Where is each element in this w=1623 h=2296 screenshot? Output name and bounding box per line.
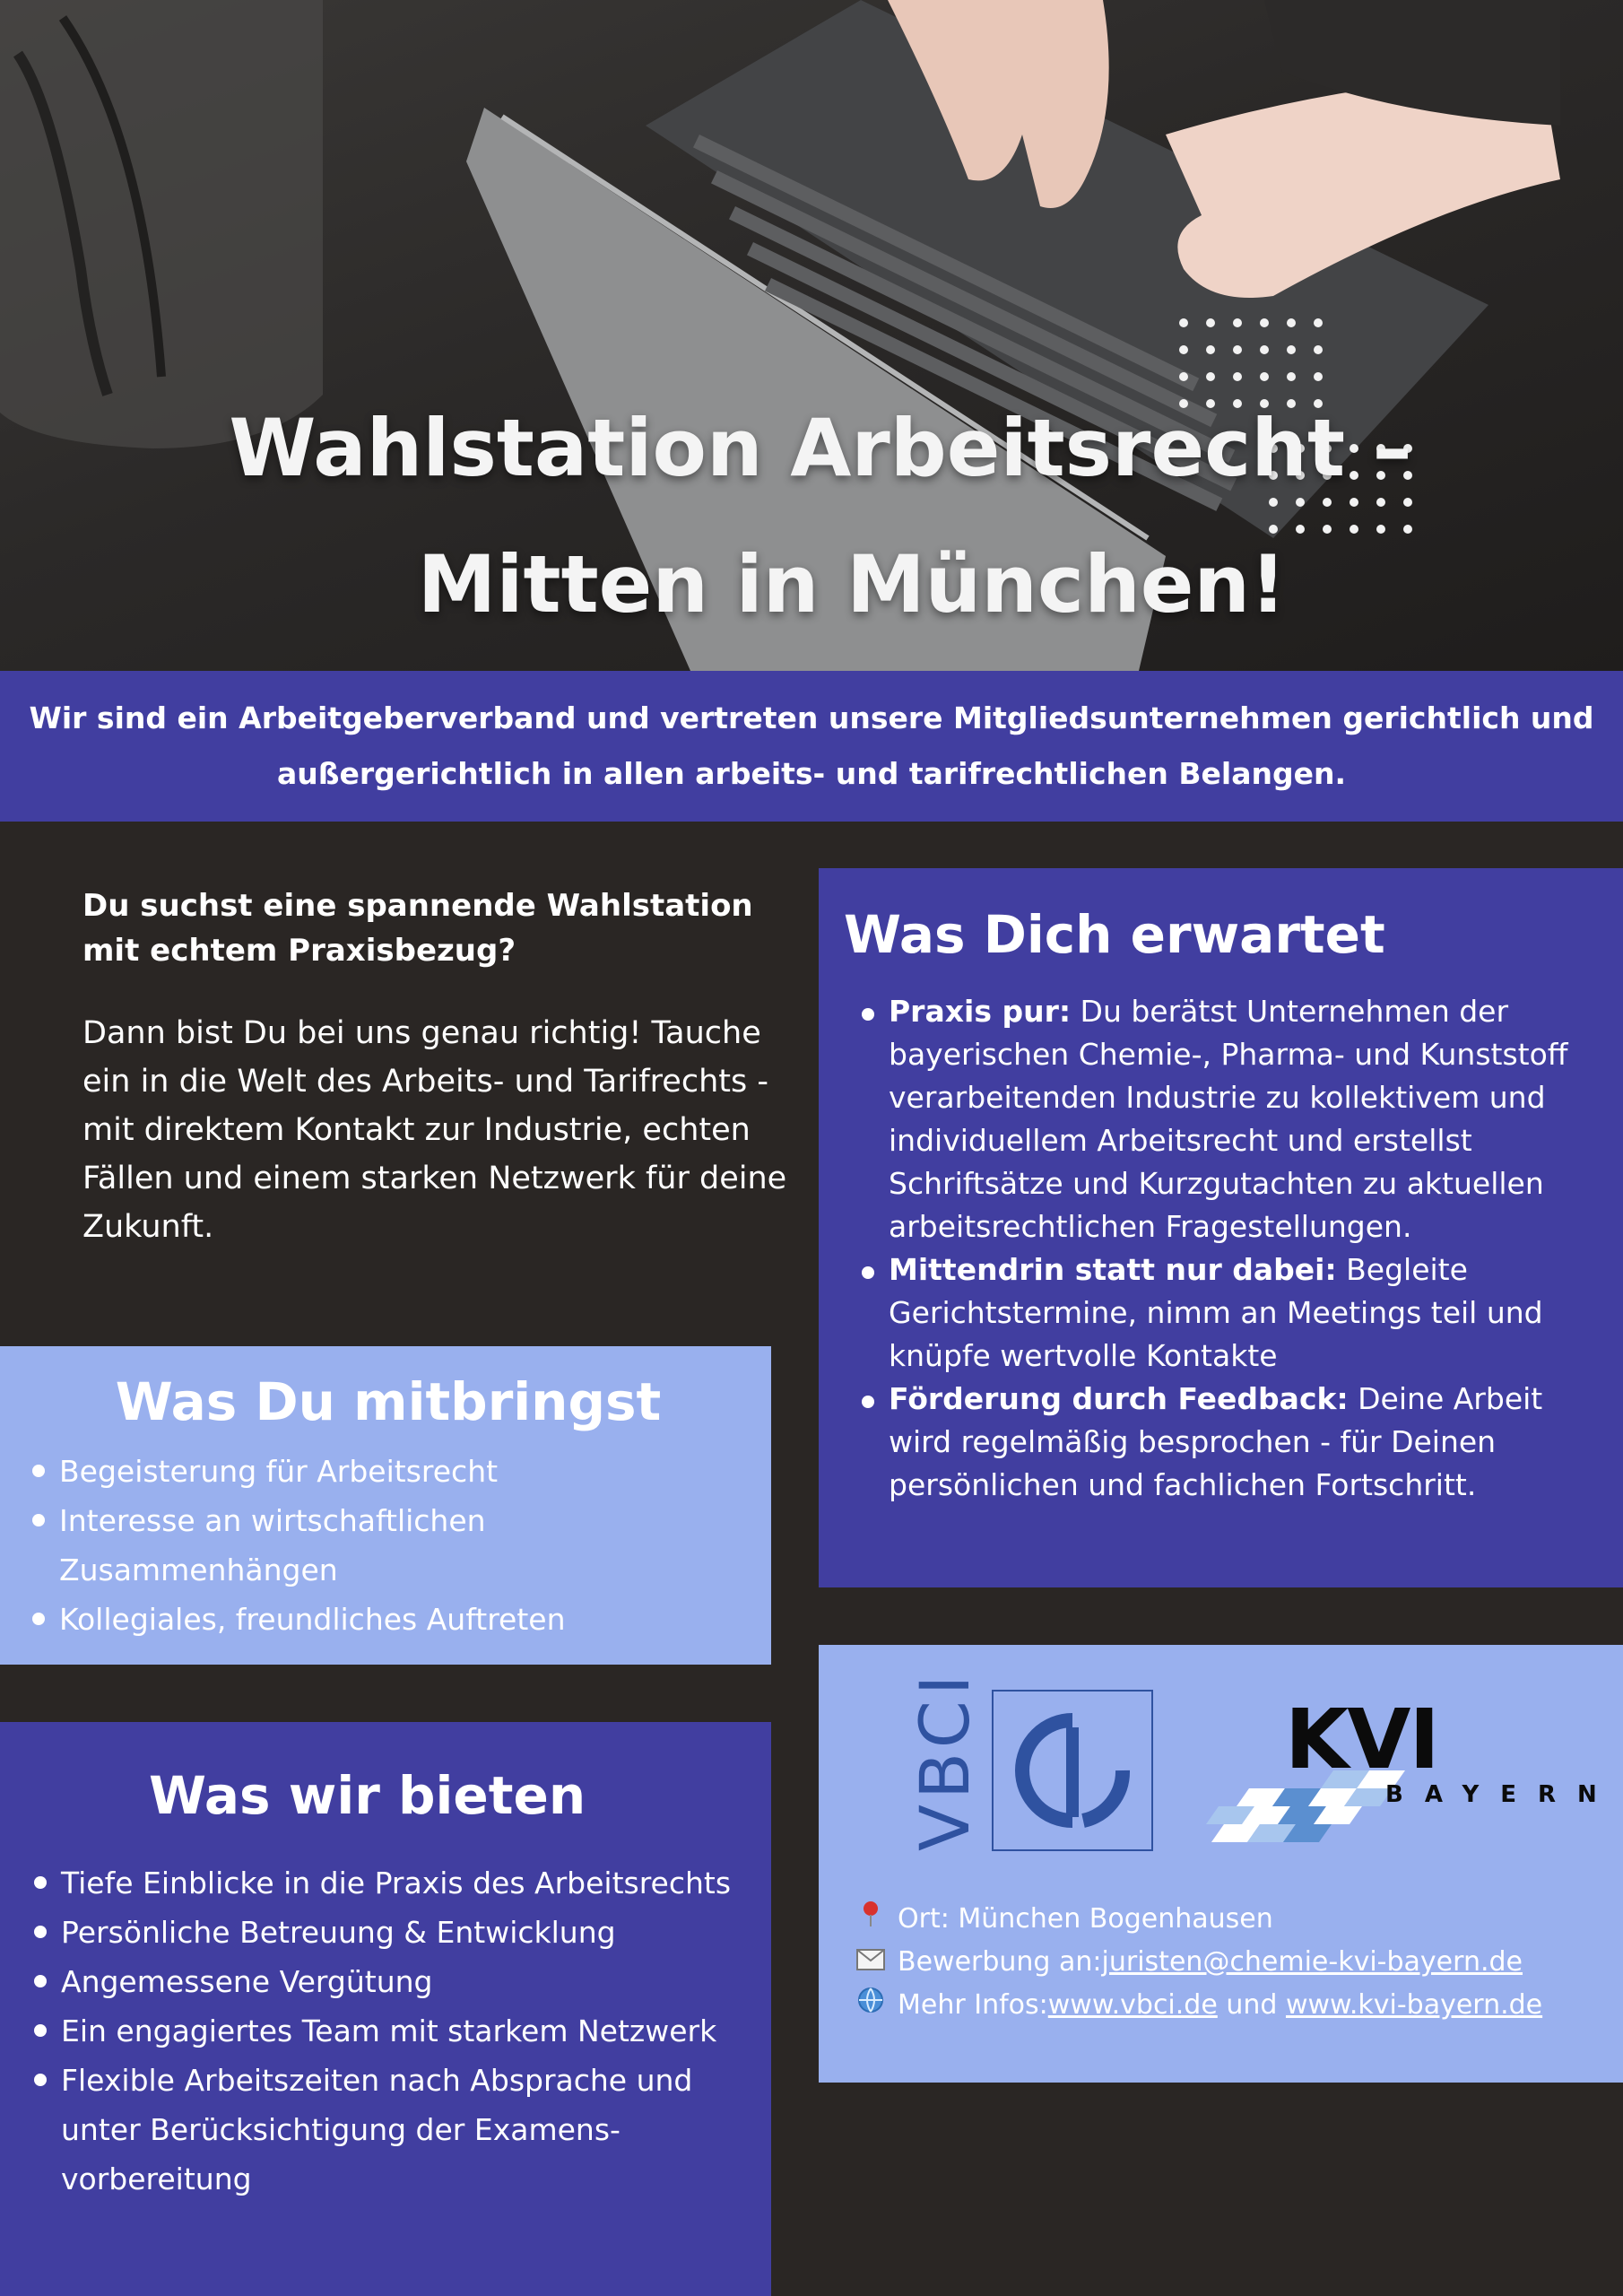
list-item: Tiefe Einblicke in die Praxis des Arbeitsrechts [61, 1858, 753, 1908]
bewerbung-email-link[interactable]: juristen@chemie-kvi-bayern.de [1101, 1946, 1523, 1978]
kvi-logo-text: KVI [1285, 1692, 1438, 1787]
vbci-logo-mark [992, 1690, 1153, 1851]
section-was-wir-bieten [0, 1722, 771, 2296]
intro-band [0, 671, 1623, 822]
contact-box [819, 1645, 1623, 2083]
hero-title-line1: Wahlstation Arbeitsrecht – [229, 402, 1412, 494]
section-was-du-mitbringst [0, 1346, 771, 1665]
vbci-emblem-icon [994, 1692, 1151, 1849]
list-item-bold: Förderung durch Feedback: [889, 1381, 1349, 1416]
list-item-text: Du berätst Unternehmen der bayerischen Chemie-, Pharma- und Kunststoff verarbeitenden Industrie zu kollektivem und individuellem Arbeitsrecht und erstellst Schriftsätze und Kurzgutachten zu aktuellen arbeitsrechtlichen Fragestellungen. [889, 994, 1568, 1244]
intro-paragraph: Dann bist Du bei uns genau richtig! Tauche ein in die Welt des Arbeits- und Tarifrechts - mit direktem Kontakt zur Industrie, echten Fällen und einem starken Netzwerk für deine Zukunft. [82, 1015, 787, 1245]
vbci-logo-text: VBCI [905, 1669, 985, 1851]
list-item [889, 1248, 1587, 1378]
infos-and: und [1217, 1989, 1286, 2021]
list-item: Begeisterung für Arbeitsrecht [59, 1447, 735, 1496]
section-was-dich-erwartet [819, 868, 1623, 1587]
hero-title-line2: Mitten in München! [417, 538, 1287, 631]
intro-section [82, 883, 800, 1251]
list-item: Persönliche Betreuung & Entwicklung [61, 1908, 753, 1957]
erwartet-list [889, 990, 1587, 1507]
bieten-list [61, 1858, 753, 2204]
list-item: Interesse an wirtschaftlichen Zusammenhängen [59, 1496, 735, 1595]
envelope-icon [853, 1941, 889, 1984]
list-item-text: Begleite Gerichtstermine, nimm an Meetings teil und knüpfe wertvolle Kontakte [889, 1252, 1543, 1373]
vbci-website-link[interactable]: www.vbci.de [1047, 1989, 1218, 2021]
globe-icon [853, 1984, 889, 2027]
intro-band-text: Wir sind ein Arbeitgeberverband und vertreten unsere Mitgliedsunternehmen gerichtlich und außergerichtlich in allen arbeits- und tarifrechtlichen Belangen. [29, 700, 1594, 791]
infos-label: Mehr Infos: [898, 1989, 1048, 2021]
list-item: Angemessene Vergütung [61, 1957, 753, 2006]
contact-row-bewerbung [853, 1941, 1542, 1984]
intro-question: Du suchst eine spannende Wahlstation mit echtem Praxisbezug? [82, 888, 753, 969]
bewerbung-label: Bewerbung an: [898, 1946, 1102, 1978]
section-heading: Was wir bieten [149, 1765, 586, 1826]
kvi-logo-subtext: BAYERN [1385, 1781, 1619, 1808]
list-item-bold: Praxis pur: [889, 994, 1072, 1029]
contact-row-ort [853, 1898, 1542, 1941]
list-item: Kollegiales, freundliches Auftreten [59, 1595, 735, 1644]
hero-banner [0, 0, 1623, 671]
list-item: Ein engagiertes Team mit starkem Netzwerk [61, 2006, 753, 2056]
list-item: Flexible Arbeitszeiten nach Absprache und unter Berücksichtigung der Examens-vorbereitung [61, 2056, 753, 2204]
mitbringst-list [59, 1447, 735, 1644]
list-item-bold: Mittendrin statt nur dabei: [889, 1252, 1337, 1287]
list-item [889, 1378, 1587, 1507]
ort-text: Ort: München Bogenhausen [898, 1903, 1273, 1935]
list-item [889, 990, 1587, 1248]
kvi-website-link[interactable]: www.kvi-bayern.de [1285, 1989, 1543, 2021]
list-item-text: Deine Arbeit wird regelmäßig besprochen - für Deinen persönlichen und fachlichen Fortschritt. [889, 1381, 1543, 1502]
pin-icon [853, 1898, 889, 1941]
contact-info [853, 1898, 1542, 2027]
contact-row-infos [853, 1984, 1542, 2027]
section-heading: Was Du mitbringst [115, 1371, 662, 1432]
section-heading: Was Dich erwartet [844, 904, 1385, 965]
